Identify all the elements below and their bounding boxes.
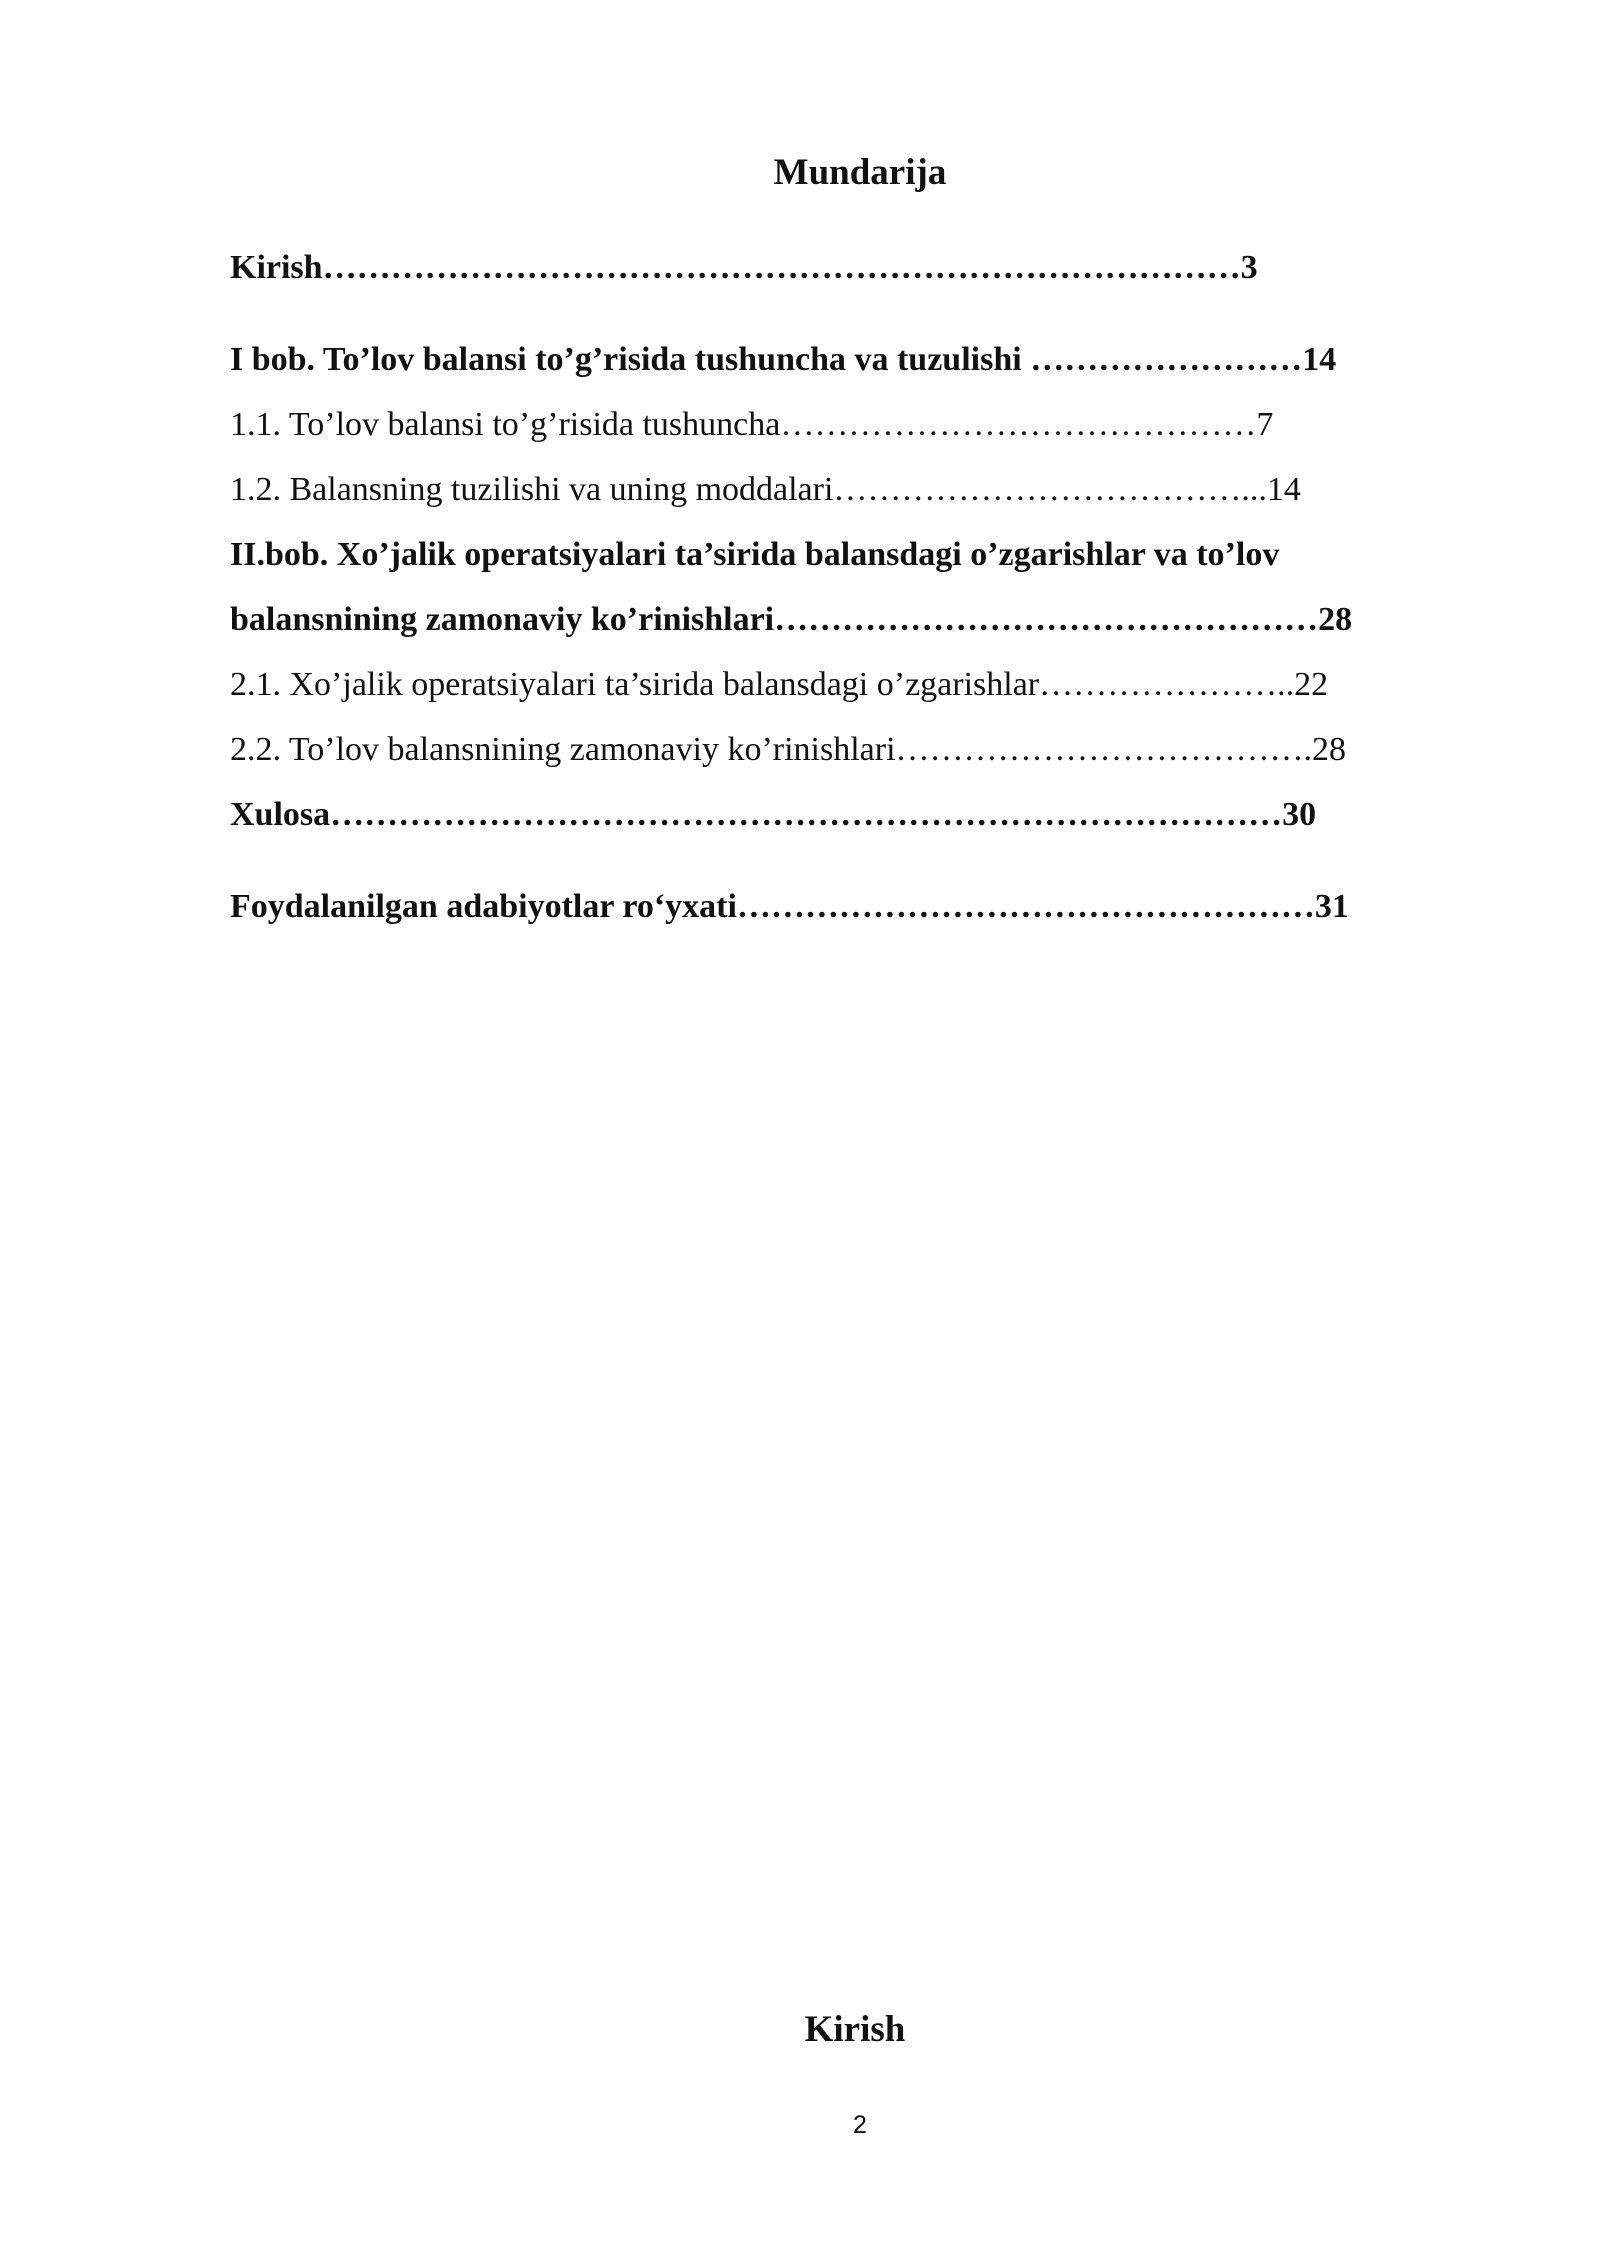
toc-entry-section-2-1: 2.1. Xo’jalik operatsiyalari ta’sirida balansdagi o’zgarishlar…………………..22 bbox=[230, 666, 1329, 703]
page-number: 2 bbox=[853, 2111, 867, 2139]
toc-entry-chapter-2-line-1: II.bob. Xo’jalik operatsiyalari ta’sirida balansdagi o’zgarishlar va to’lov bbox=[230, 536, 1280, 573]
page-title: Mundarija bbox=[773, 152, 947, 193]
toc-entry-section-2-2: 2.2. To’lov balansnining zamonaviy ko’rinishlari……………………………….28 bbox=[230, 731, 1347, 768]
section-heading-kirish: Kirish bbox=[804, 2009, 906, 2050]
toc-entry-chapter-1: I bob. To’lov balansi to’g’risida tushuncha va tuzulishi ……………………14 bbox=[230, 341, 1337, 378]
toc-entry-section-1-2: 1.2. Balansning tuzilishi va uning moddalari………………………………...14 bbox=[230, 471, 1301, 508]
toc-entry-section-1-1: 1.1. To’lov balansi to’g’risida tushuncha……………………………………7 bbox=[230, 406, 1274, 443]
toc-entry-kirish: Kirish………………………………………………………………………3 bbox=[230, 249, 1258, 286]
toc-entry-chapter-2-line-2: balansnining zamonaviy ko’rinishlari…………………………………………28 bbox=[230, 601, 1353, 638]
toc-entry-references: Foydalanilgan adabiyotlar ro‘yxati……………………………………………31 bbox=[230, 888, 1349, 925]
toc-entry-xulosa: Xulosa…………………………………………………………………………30 bbox=[230, 796, 1317, 833]
